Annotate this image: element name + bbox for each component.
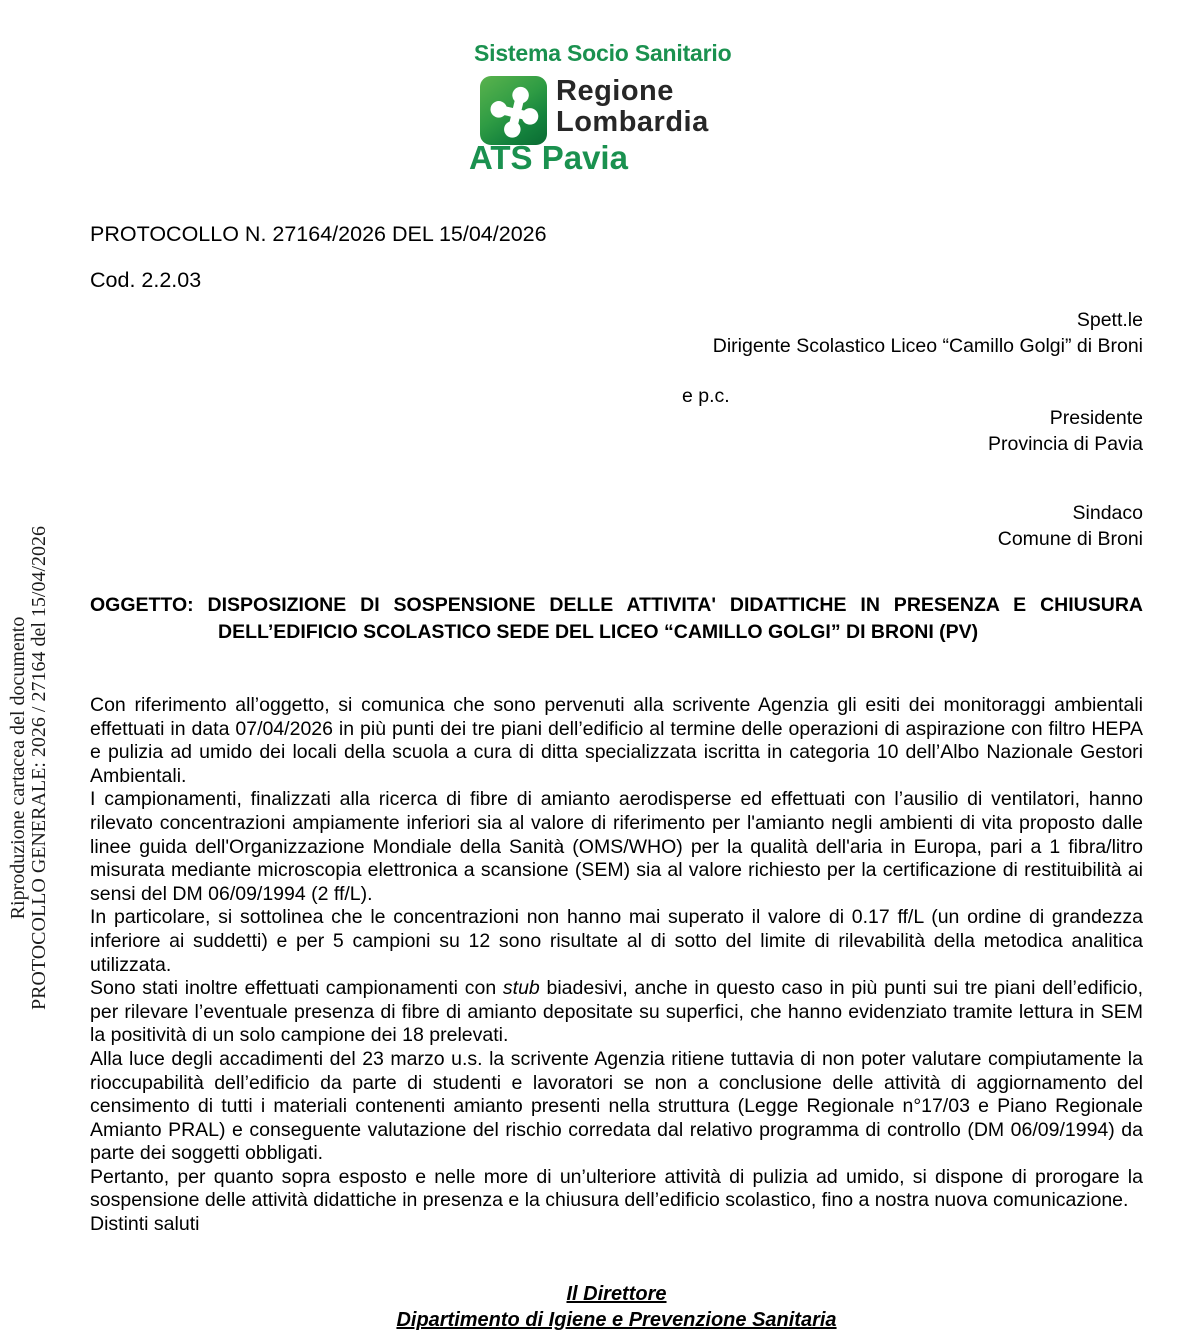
signature-department: Dipartimento di Igiene e Prevenzione Sanitaria <box>396 1309 837 1331</box>
margin-note <box>8 526 50 1010</box>
agency-name: ATS Pavia <box>469 139 628 176</box>
region-name-line1: Regione <box>556 75 674 107</box>
cc-recipient-org: Comune di Broni <box>997 528 1143 550</box>
body-paragraph: Sono stati inoltre effettuati campionamenti con stub biadesivi, anche in questo caso in più punti sui tre piani dell’edificio, per rilevare l’eventuale presenza di fibre di amianto depositate su superfici, che hanno evidenziato tramite lettura in SEM la positività di un solo campione dei 18 prelevati. <box>90 977 1143 1047</box>
body-paragraph: I campionamenti, finalizzati alla ricerca di fibre di amianto aerodisperse ed effettuati con l’ausilio di ventilatori, hanno rilevato concentrazioni ampiamente inferiori sia al valore di riferimento per l'amianto negli ambienti di vita proposto dalle linee guida dell'Organizzazione Mondiale della Sanità (OMS/WHO) per la qualità dell'aria in Europa, pari a 1 fibra/litro misurata mediante microscopia elettronica a scansione (SEM) sia al valore richiesto per la certificazione di restituibilità ai sensi del DM 06/09/1994 (2 ff/L). <box>90 788 1143 905</box>
signature-role: Il Direttore <box>566 1283 667 1305</box>
region-name <box>556 76 709 138</box>
signature-block <box>90 1281 1143 1331</box>
margin-note-line2: PROTOCOLLO GENERALE: 2026 / 27164 del 15/04/2026 <box>28 525 50 1011</box>
rosa-camuna-icon <box>480 76 547 145</box>
recipient-salutation: Spett.le <box>1076 309 1143 331</box>
protocol-code: Cod. 2.2.03 <box>90 268 202 292</box>
body-paragraph: Pertanto, per quanto sopra esposto e nelle more di un’ulteriore attività di pulizia ad umido, si dispone di prorogare la sospensione delle attività didattiche in presenza e la chiusura dell’edificio scolastico, fino a nostra nuova comunicazione. <box>90 1165 1143 1212</box>
letter-body <box>90 694 1143 1237</box>
protocol-number: PROTOCOLLO N. 27164/2026 DEL 15/04/2026 <box>90 222 547 246</box>
subject-line: OGGETTO: DISPOSIZIONE DI SOSPENSIONE DELLE ATTIVITA' DIDATTICHE IN PRESENZA E CHIUSURA DELL’EDIFICIO SCOLASTICO SEDE DEL LICEO “CAMILLO GOLGI” DI BRONI (PV) <box>90 594 1143 643</box>
body-paragraph: Distinti saluti <box>90 1213 200 1236</box>
body-paragraph: In particolare, si sottolinea che le concentrazioni non hanno mai superato il valore di 0.17 ff/L (un ordine di grandezza inferiore ai suddetti) e per 5 campioni su 12 sono risultate al di sotto del limite di rilevabilità della metodica analitica utilizzata. <box>90 906 1143 976</box>
cc-recipient-title: Sindaco <box>1072 502 1143 524</box>
recipient-primary: Dirigente Scolastico Liceo “Camillo Golgi” di Broni <box>712 335 1143 357</box>
region-name-line2: Lombardia <box>556 106 709 138</box>
body-paragraph: Alla luce degli accadimenti del 23 marzo u.s. la scrivente Agenzia ritiene tuttavia di non poter valutare compiutamente la rioccupabilità dell’edificio da parte di studenti e lavoratori se non a conclusione delle attività di aggiornamento del censimento di tutti i materiali contenenti amianto presenti nella struttura (Legge Regionale n°17/03 e Piano Regionale Amianto PRAL) e conseguente valutazione del rischio corredata dal relativo programma di controllo (DM 06/09/1994) da parte dei soggetti obbligati. <box>90 1047 1143 1165</box>
sistema-socio-sanitario-tagline: Sistema Socio Sanitario <box>474 40 732 66</box>
margin-note-line1: Riproduzione cartacea del documento <box>7 616 29 920</box>
cc-recipient-org: Provincia di Pavia <box>988 433 1143 455</box>
body-paragraph: Con riferimento all’oggetto, si comunica che sono pervenuti alla scrivente Agenzia gli esiti dei monitoraggi ambientali effettuati in data 07/04/2026 in più punti dei tre piani dell’edificio al termine delle operazioni di aspirazione con filtro HEPA e pulizia ad umido dei locali della scuola a cura di ditta specializzata iscritta in categoria 10 dell’Albo Nazionale Gestori Ambientali. <box>90 694 1143 787</box>
cc-recipient-title: Presidente <box>1049 407 1143 429</box>
cc-label: e p.c. <box>682 385 730 407</box>
